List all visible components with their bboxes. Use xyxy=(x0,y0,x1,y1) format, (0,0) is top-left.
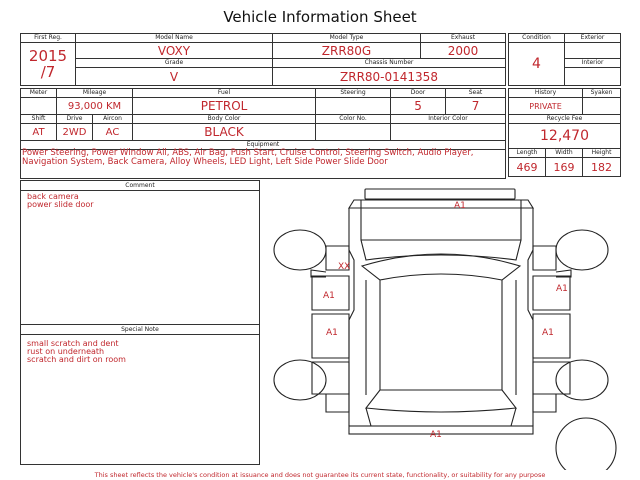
chassis-number-value: ZRR80-0141358 xyxy=(273,68,506,86)
shift-value: AT xyxy=(21,124,57,141)
right-rear-corner xyxy=(533,394,556,412)
interior-value xyxy=(565,68,621,86)
syaken-label: Syaken xyxy=(583,89,621,98)
steering-label: Steering xyxy=(316,89,391,98)
meter-value xyxy=(21,98,57,115)
color-no-label: Color No. xyxy=(316,115,391,124)
rear-glass xyxy=(366,390,516,412)
comment-label: Comment xyxy=(21,181,259,191)
roof xyxy=(380,280,502,390)
right-rear-quarter xyxy=(533,362,570,394)
equipment-label: Equipment xyxy=(21,141,506,150)
color-no-value xyxy=(316,124,391,141)
first-reg-year: 2015 xyxy=(28,47,68,65)
condition-label: Condition xyxy=(509,34,565,43)
mark-rear: A1 xyxy=(430,430,442,440)
right-front-tire xyxy=(556,230,608,270)
model-name-label: Model Name xyxy=(76,34,273,43)
mark-left-slide-door: A1 xyxy=(326,328,338,338)
length-label: Length xyxy=(509,149,546,158)
width-value: 169 xyxy=(546,158,583,177)
fuel-label: Fuel xyxy=(133,89,316,98)
mileage-value: 93,000 KM xyxy=(57,98,133,115)
interior-color-value xyxy=(391,124,506,141)
chassis-number-label: Chassis Number xyxy=(273,59,506,68)
right-rear-tire xyxy=(556,360,608,400)
mark-left-front-corner: XX xyxy=(338,262,351,272)
history-label: History xyxy=(509,89,583,98)
aircon-value: AC xyxy=(93,124,133,141)
height-label: Height xyxy=(583,149,621,158)
left-rear-tire xyxy=(274,360,326,400)
model-type-value: ZRR80G xyxy=(273,43,421,59)
mark-right-slide-door: A1 xyxy=(542,328,554,338)
exhaust-value: 2000 xyxy=(421,43,506,59)
first-reg-value xyxy=(21,43,76,86)
grade-value: V xyxy=(76,68,273,86)
right-body-outline xyxy=(528,208,533,426)
car-damage-diagram xyxy=(266,180,620,470)
first-reg-month: /7 xyxy=(40,63,56,81)
hood xyxy=(361,200,521,240)
drive-value: 2WD xyxy=(57,124,93,141)
rear-hatch xyxy=(366,408,516,426)
mark-front: A1 xyxy=(454,201,466,211)
exhaust-label: Exhaust xyxy=(421,34,506,43)
model-type-label: Model Type xyxy=(273,34,421,43)
shift-label: Shift xyxy=(21,115,57,124)
door-label: Door xyxy=(391,89,446,98)
history-value: PRIVATE xyxy=(509,98,583,115)
left-front-tire xyxy=(274,230,326,270)
left-rear-corner xyxy=(326,394,349,412)
condition-table xyxy=(508,33,621,86)
width-label: Width xyxy=(546,149,583,158)
disclaimer-footer: This sheet reflects the vehicle's condition at issuance and does not guarantee its current state, functionality, or suitability for any purpose xyxy=(94,471,546,479)
grade-label: Grade xyxy=(76,59,273,68)
comment-box xyxy=(20,180,260,325)
height-value: 182 xyxy=(583,158,621,177)
sheet-title: Vehicle Information Sheet xyxy=(223,8,417,26)
exterior-label: Exterior xyxy=(565,34,621,43)
history-table xyxy=(508,88,621,177)
mileage-label: Mileage xyxy=(57,89,133,98)
first-reg-label: First Reg. xyxy=(21,34,76,43)
length-value: 469 xyxy=(509,158,546,177)
right-front-corner xyxy=(533,246,556,270)
left-body-outline xyxy=(349,208,354,426)
model-name-value: VOXY xyxy=(76,43,273,59)
special-note-label: Special Note xyxy=(21,325,259,335)
recycle-fee-label: Recycle Fee xyxy=(509,115,621,124)
equipment-list: Power Steering, Power Window All, ABS, Air Bag, Push Start, Cruise Control, Steering Switch, Audio Player, Navigation System, Back Camera, Alloy Wheels, LED Light, Left Side Power Slide Door xyxy=(22,148,474,167)
comment-text: back camera power slide door xyxy=(27,192,94,209)
interior-color-label: Interior Color xyxy=(391,115,506,124)
syaken-value xyxy=(583,98,621,115)
exterior-value xyxy=(565,43,621,59)
seat-label: Seat xyxy=(446,89,506,98)
vehicle-info-table xyxy=(20,33,506,86)
steering-value xyxy=(316,98,391,115)
mark-left-front-fender: A1 xyxy=(323,291,335,301)
recycle-fee-value: 12,470 xyxy=(509,124,621,149)
body-color-label: Body Color xyxy=(133,115,316,124)
hood-edge xyxy=(349,200,533,208)
meter-label: Meter xyxy=(21,89,57,98)
condition-value: 4 xyxy=(509,43,565,86)
special-note-box xyxy=(20,324,260,465)
drive-label: Drive xyxy=(57,115,93,124)
hood-rear-edge xyxy=(361,240,521,260)
interior-label: Interior xyxy=(565,59,621,68)
door-value: 5 xyxy=(391,98,446,115)
spare-tire xyxy=(556,418,616,470)
left-rear-quarter xyxy=(312,362,349,394)
seat-value: 7 xyxy=(446,98,506,115)
fuel-value: PETROL xyxy=(133,98,316,115)
special-note-text: small scratch and dent rust on underneath scratch and dirt on room xyxy=(27,339,126,364)
mark-right-front-fender: A1 xyxy=(556,284,568,294)
body-color-value: BLACK xyxy=(133,124,316,141)
front-bumper xyxy=(365,189,515,199)
aircon-label: Aircon xyxy=(93,115,133,124)
